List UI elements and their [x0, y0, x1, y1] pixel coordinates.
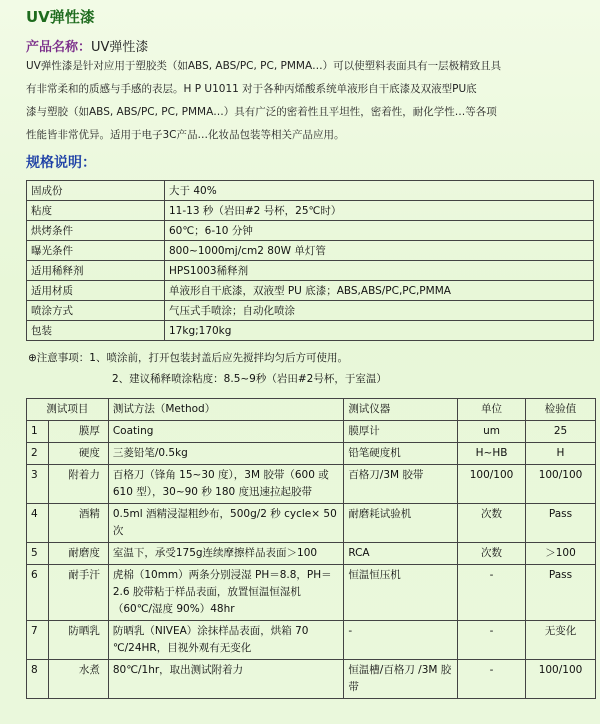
test-value: H [526, 443, 596, 465]
table-row [27, 621, 596, 660]
row-number: 7 [27, 621, 49, 660]
test-item: 酒精 [48, 504, 108, 543]
intro-line: 漆与塑胶（如ABS, ABS/PC, PC, PMMA…）具有广泛的密着性且平坦性，密着性，耐化学性…等各项 [26, 106, 497, 118]
notes [28, 348, 387, 390]
test-unit: 次数 [458, 504, 526, 543]
test-unit: um [458, 421, 526, 443]
intro-line: 有非常柔和的质感与手感的表层。H P U1011 对于各种丙烯酸系统单液形自干底漆及双液型PU底 [26, 83, 477, 95]
test-item: 耐磨度 [48, 543, 108, 565]
test-instrument: - [344, 621, 458, 660]
spec-value: 气压式手喷涂；自动化喷涂 [165, 301, 594, 321]
row-number: 5 [27, 543, 49, 565]
spec-value: 800~1000mj/cm2 80W 单灯管 [165, 241, 594, 261]
test-item: 耐手汗 [48, 565, 108, 621]
intro-paragraph [26, 55, 576, 147]
column-header: 测试项目 [27, 399, 109, 421]
test-table [26, 398, 596, 699]
row-number: 3 [27, 465, 49, 504]
table-row [27, 504, 596, 543]
table-row [27, 261, 594, 281]
test-unit: - [458, 565, 526, 621]
table-row [27, 201, 594, 221]
test-method: 百格刀（锋角 15~30 度），3M 胶带（600 或 610 型），30~90 秒 180 度迅速拉起胶带 [108, 465, 343, 504]
column-header: 检验值 [526, 399, 596, 421]
product-name-label: 产品名称： [26, 40, 92, 55]
test-method: 防晒乳（NIVEA）涂抹样品表面，烘箱 70 ℃/24HR，目视外观有无变化 [108, 621, 343, 660]
spec-key: 曝光条件 [27, 241, 165, 261]
intro-line: UV弹性漆是针对应用于塑胶类（如ABS, ABS/PC, PC, PMMA…）可以使塑料表面具有一层极精致且具 [26, 60, 502, 72]
spec-value: 11-13 秒（岩田#2 号杯，25℃时） [165, 201, 594, 221]
spec-value: 大于 40% [165, 181, 594, 201]
test-method: 三菱铅笔/0.5kg [108, 443, 343, 465]
test-instrument: 恒温恒压机 [344, 565, 458, 621]
spec-value: 60℃；6-10 分钟 [165, 221, 594, 241]
test-instrument: 恒温槽/百格刀 /3M 胶带 [344, 660, 458, 699]
test-unit: 100/100 [458, 465, 526, 504]
test-unit: H~HB [458, 443, 526, 465]
row-number: 8 [27, 660, 49, 699]
table-row [27, 565, 596, 621]
row-number: 2 [27, 443, 49, 465]
test-item: 水煮 [48, 660, 108, 699]
column-header: 测试方法（Method） [108, 399, 343, 421]
test-value: ＞100 [526, 543, 596, 565]
test-value: 无变化 [526, 621, 596, 660]
spec-key: 适用稀释剂 [27, 261, 165, 281]
table-row [27, 660, 596, 699]
test-value: Pass [526, 565, 596, 621]
test-item: 防晒乳 [48, 621, 108, 660]
product-name-value: UV弹性漆 [91, 40, 149, 55]
table-row [27, 301, 594, 321]
test-item: 附着力 [48, 465, 108, 504]
note-line: ⊕注意事项：1、喷涂前，打开包装封盖后应先搅拌均匀后方可使用。 [28, 352, 348, 364]
test-method: Coating [108, 421, 343, 443]
test-method: 室温下，承受175g连续摩擦样品表面＞100 [108, 543, 343, 565]
table-row [27, 421, 596, 443]
spec-value: 17kg;170kg [165, 321, 594, 341]
row-number: 4 [27, 504, 49, 543]
test-method: 0.5ml 酒精浸湿粗纱布，500g/2 秒 cycle× 50 次 [108, 504, 343, 543]
row-number: 1 [27, 421, 49, 443]
spec-table [26, 180, 594, 341]
test-value: 100/100 [526, 660, 596, 699]
table-row [27, 321, 594, 341]
test-instrument: 百格刀/3M 胶带 [344, 465, 458, 504]
note-line: 2、建议稀释喷涂粘度：8.5~9秒（岩田#2号杯，于室温） [112, 373, 387, 385]
table-header-row [27, 399, 596, 421]
test-value: 100/100 [526, 465, 596, 504]
test-unit: - [458, 621, 526, 660]
table-row [27, 221, 594, 241]
test-value: 25 [526, 421, 596, 443]
test-instrument: RCA [344, 543, 458, 565]
intro-line: 性能皆非常优异。适用于电子3C产品…化妆品包装等相关产品应用。 [26, 129, 345, 141]
spec-key: 包装 [27, 321, 165, 341]
table-row [27, 443, 596, 465]
test-unit: - [458, 660, 526, 699]
table-row [27, 241, 594, 261]
column-header: 测试仪器 [344, 399, 458, 421]
spec-key: 喷涂方式 [27, 301, 165, 321]
spec-value: HPS1003稀释剂 [165, 261, 594, 281]
test-method: 80℃/1hr，取出测试附着力 [108, 660, 343, 699]
test-instrument: 耐磨耗试验机 [344, 504, 458, 543]
spec-key: 固成份 [27, 181, 165, 201]
spec-heading: 规格说明： [26, 155, 96, 171]
test-item: 硬度 [48, 443, 108, 465]
spec-key: 适用材质 [27, 281, 165, 301]
table-row [27, 181, 594, 201]
table-row [27, 465, 596, 504]
page-title: UV弹性漆 [26, 8, 95, 26]
test-value: Pass [526, 504, 596, 543]
table-row [27, 543, 596, 565]
spec-key: 粘度 [27, 201, 165, 221]
spec-key: 烘烤条件 [27, 221, 165, 241]
test-instrument: 膜厚计 [344, 421, 458, 443]
test-item: 膜厚 [48, 421, 108, 443]
table-row [27, 281, 594, 301]
product-name [26, 36, 148, 55]
column-header: 单位 [458, 399, 526, 421]
spec-value: 单液形自干底漆，双液型 PU 底漆；ABS,ABS/PC,PC,PMMA [165, 281, 594, 301]
test-unit: 次数 [458, 543, 526, 565]
test-method: 虎棉（10mm）两条分别浸湿 PH＝8.8，PH＝2.6 胶带粘于样品表面，放置恒温恒湿机（60℃/湿度 90%）48hr [108, 565, 343, 621]
test-instrument: 铅笔硬度机 [344, 443, 458, 465]
row-number: 6 [27, 565, 49, 621]
